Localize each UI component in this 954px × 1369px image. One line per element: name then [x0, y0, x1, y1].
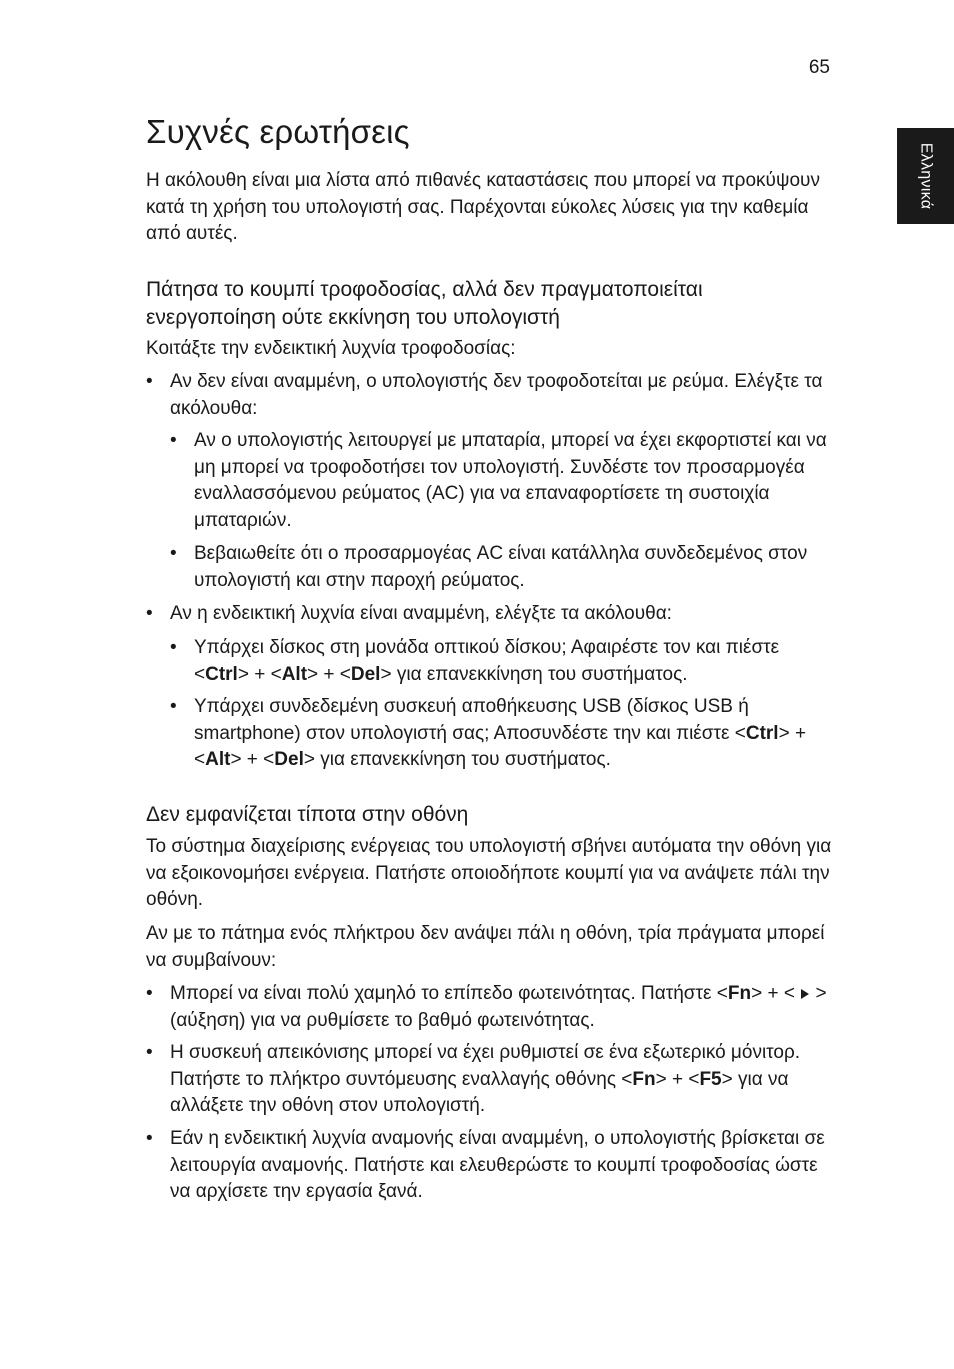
- list-item-text: Εάν η ενδεικτική λυχνία αναμονής είναι αναμμένη, ο υπολογιστής βρίσκεται σε λειτουργία αναμονής. Πατήστε και ελευθερώστε το κουμπί τροφοδοσίας ώστε να αρχίσετε την εργασία ξανά.: [170, 1128, 825, 1202]
- page-number: 65: [808, 57, 830, 78]
- intro-paragraph: Η ακόλουθη είναι μια λίστα από πιθανές καταστάσεις που μπορεί να προκύψουν κατά τη χρήση του υπολογιστή σας. Παρέχονται εύκολες λύσεις για την καθεμία από αυτές.: [146, 170, 820, 244]
- bullet: •: [170, 430, 177, 451]
- list-item-text: Αν η ενδεικτική λυχνία είναι αναμμένη, ελέγξτε τα ακόλουθα:: [170, 603, 672, 624]
- list-item: [146, 369, 836, 422]
- section-heading-display: Δεν εμφανίζεται τίποτα στην οθόνη: [146, 803, 469, 826]
- display-paragraph-2: Αν με το πάτημα ενός πλήκτρου δεν ανάψει πάλι η οθόνη, τρία πράγματα μπορεί να συμβαίνουν:: [146, 923, 825, 971]
- section-heading-power: Πάτησα το κουμπί τροφοδοσίας, αλλά δεν πραγματοποιείται ενεργοποίηση ούτε εκκίνηση του υπολογιστή: [146, 278, 703, 329]
- list-item: • Υπάρχει δίσκος στη μονάδα οπτικού δίσκου; Αφαιρέστε τον και πιέστε <Ctrl> + <Alt> + <Del> για επανεκκίνηση του συστήματος.: [170, 637, 780, 685]
- key-del: Del: [274, 749, 304, 770]
- list-item: • Υπάρχει συνδεδεμένη συσκευή αποθήκευσης USB (δίσκος USB ή smartphone) στον υπολογιστή σας; Αποσυνδέστε την και πιέστε <Ctrl> + <Alt> + <Del> για επανεκκίνηση του συστήματος.: [170, 696, 807, 770]
- list-item-text: Υπάρχει συνδεδεμένη συσκευή αποθήκευσης USB (δίσκος USB ή smartphone) στον υπολογιστή σας; Αποσυνδέστε την και πιέστε: [194, 696, 749, 744]
- page-title: Συχνές ερωτήσεις: [146, 113, 410, 150]
- list-item: [170, 541, 836, 594]
- list-item-text: Υπάρχει δίσκος στη μονάδα οπτικού δίσκου; Αφαιρέστε τον και πιέστε: [194, 637, 780, 658]
- list-item-text: Αν δεν είναι αναμμένη, ο υπολογιστής δεν τροφοδοτείται με ρεύμα. Ελέγξτε τα ακόλουθα:: [170, 371, 823, 419]
- bullet: •: [170, 543, 177, 564]
- list-item-text: Αν ο υπολογιστής λειτουργεί με μπαταρία, μπορεί να έχει εκφορτιστεί και να μη μπορεί να τροφοδοτήσει τον υπολογιστή. Συνδέστε τον προσαρμογέα εναλλασσόμενου ρεύματος (AC) για να επαναφορτίσετε τη συστοιχία μπαταριών.: [194, 430, 827, 531]
- list-item-text: (αύξηση) για να ρυθμίσετε το βαθμό φωτεινότητας.: [170, 1009, 595, 1031]
- bullet: •: [146, 371, 153, 392]
- list-item-text: Βεβαιωθείτε ότι ο προσαρμογέας AC είναι κατάλληλα συνδεδεμένος στον υπολογιστή και στην παροχή ρεύματος.: [194, 543, 808, 591]
- key-f5: F5: [699, 1068, 722, 1090]
- list-item: [170, 428, 836, 534]
- language-tab-label: Ελληνικά: [917, 142, 935, 210]
- display-paragraph-1: Το σύστημα διαχείρισης ενέργειας του υπολογιστή σβήνει αυτόματα την οθόνη για να εξοικονομήσει ενέργεια. Πατήστε οποιοδήποτε κουμπί για να ανάψετε πάλι την οθόνη.: [146, 836, 832, 910]
- bullet: •: [170, 637, 177, 658]
- key-alt: Alt: [205, 749, 231, 770]
- key-ctrl: Ctrl: [745, 722, 779, 744]
- language-tab: [897, 128, 954, 224]
- key-ctrl: Ctrl: [205, 663, 238, 685]
- list-item: [146, 1126, 836, 1206]
- key-fn: Fn: [727, 983, 752, 1004]
- list-item: • Η συσκευή απεικόνισης μπορεί να έχει ρυθμιστεί σε ένα εξωτερικό μόνιτορ. Πατήστε το πλήκτρο συντόμευσης εναλλαγής οθόνης <Fn> + <F5> για να αλλάξετε την οθόνη στον υπολογιστή.: [146, 1042, 801, 1116]
- list-item-text: Μπορεί να είναι πολύ χαμηλό το επίπεδο φωτεινότητας. Πατήστε: [170, 983, 712, 1004]
- list-item-text: για να αλλάξετε την οθόνη στον υπολογιστή.: [170, 1068, 789, 1116]
- bullet: •: [146, 983, 153, 1004]
- list-item-text: για επανεκκίνηση του συστήματος.: [396, 663, 688, 685]
- brightness-up-icon: [801, 989, 809, 999]
- bullet: •: [146, 1128, 153, 1149]
- list-item: [146, 601, 836, 628]
- bullet: •: [146, 1042, 153, 1063]
- list-item-text: για επανεκκίνηση του συστήματος.: [320, 749, 611, 770]
- key-alt: Alt: [281, 663, 308, 685]
- key-del: Del: [350, 663, 381, 685]
- list-item-text: Η συσκευή απεικόνισης μπορεί να έχει ρυθμιστεί σε ένα εξωτερικό μόνιτορ. Πατήστε το πλήκτρο συντόμευσης εναλλαγής οθόνης: [170, 1042, 801, 1090]
- key-fn: Fn: [632, 1068, 656, 1090]
- section-lead-power: Κοιτάξτε την ενδεικτική λυχνία τροφοδοσίας:: [146, 338, 516, 359]
- bullet: •: [146, 603, 153, 624]
- bullet: •: [170, 696, 177, 717]
- list-item: • Μπορεί να είναι πολύ χαμηλό το επίπεδο φωτεινότητας. Πατήστε <Fn> + < > (αύξηση) για να ρυθμίσετε το βαθμό φωτεινότητας.: [146, 983, 827, 1031]
